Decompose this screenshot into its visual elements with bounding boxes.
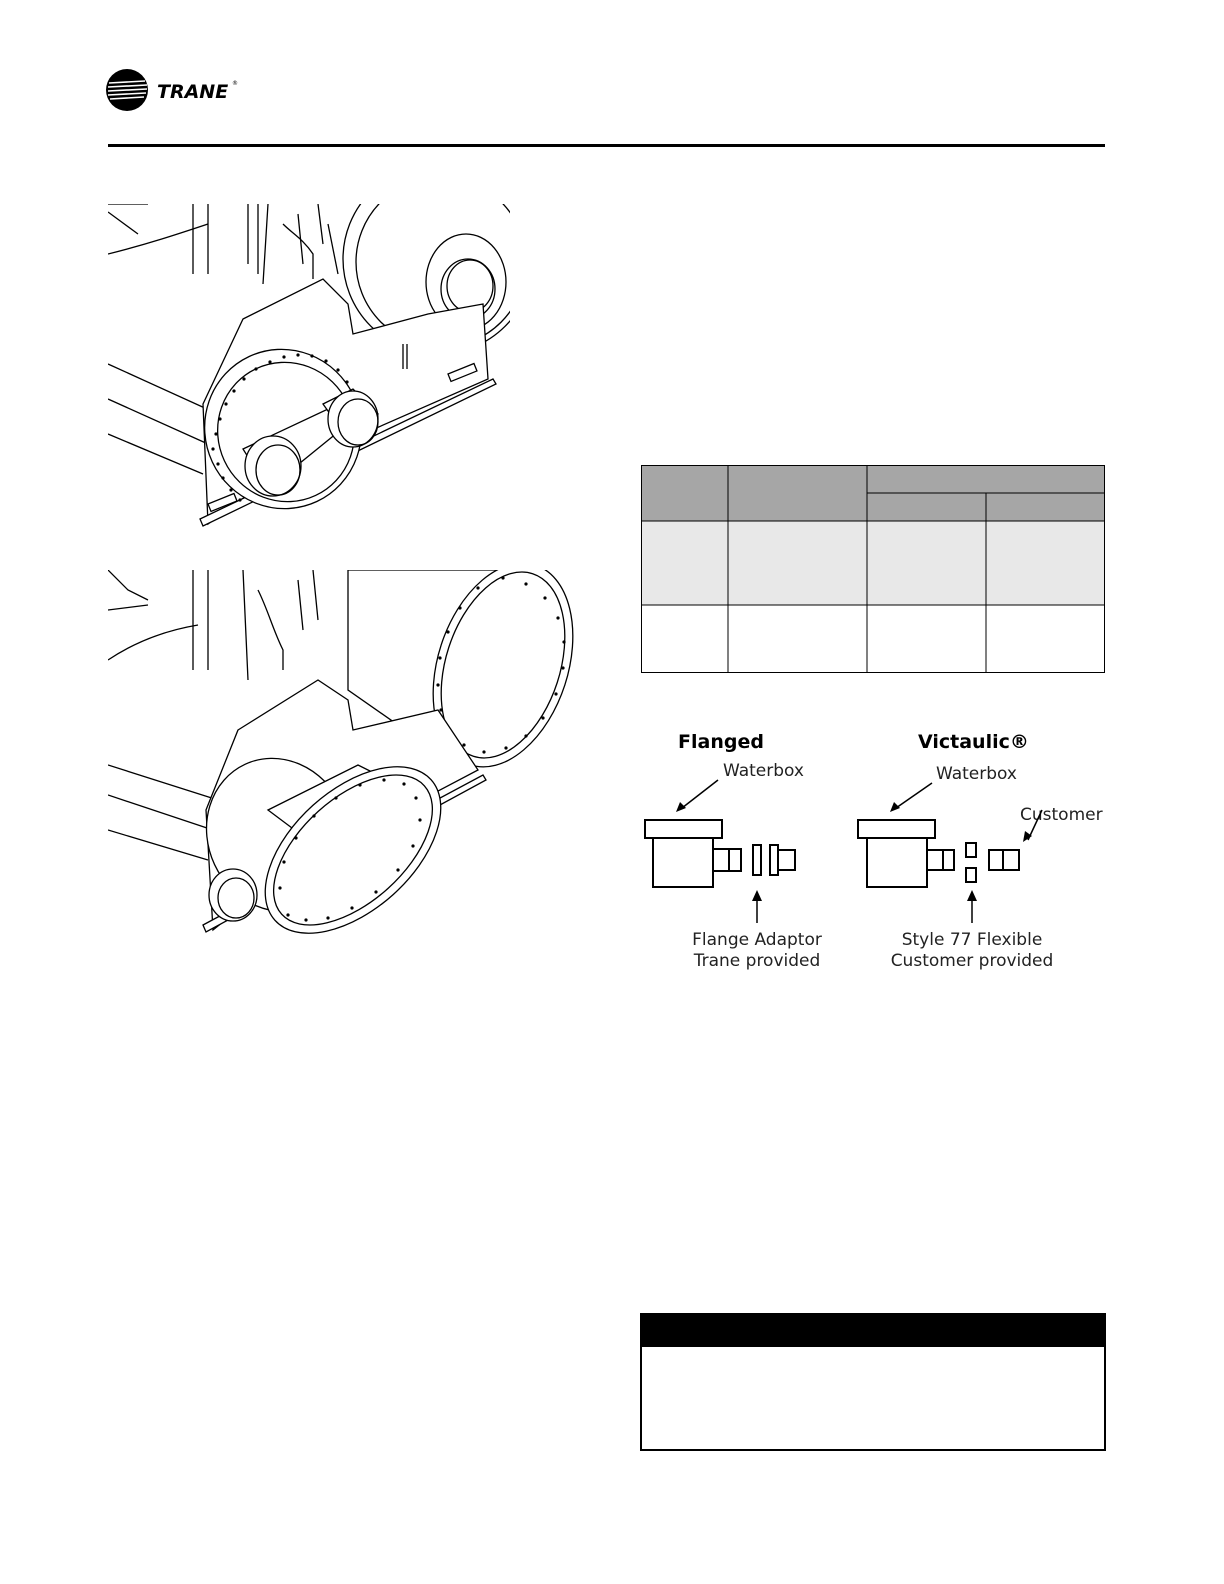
- flanged-waterbox-arrow: [682, 780, 718, 808]
- victaulic-waterbox-arrow: [896, 783, 932, 808]
- customer-label: Customer: [1020, 805, 1103, 825]
- customer-pipe-shape: [989, 850, 1019, 870]
- style77-arrowhead: [967, 890, 977, 901]
- trane-logo: [105, 68, 245, 114]
- flanged-title: Flanged: [678, 731, 764, 753]
- style77-coupling-shape: [966, 843, 976, 882]
- style77-label: Style 77 Flexible: [901, 930, 1043, 950]
- flanged-waterbox-label: Waterbox: [723, 761, 804, 781]
- brand-name: TRANE: [157, 81, 229, 103]
- header-rule: [108, 144, 1105, 147]
- waterbox-figure-top: [108, 204, 510, 534]
- flange-adaptor-provider: Trane provided: [693, 951, 821, 971]
- style77-provider: Customer provided: [890, 951, 1054, 971]
- notice-header-bar: [642, 1315, 1104, 1347]
- flanged-waterbox-arrowhead: [676, 802, 686, 812]
- table-row: [641, 521, 1105, 605]
- spec-table: [641, 465, 1105, 673]
- flange-adaptor-label: Flange Adaptor: [692, 930, 822, 950]
- notice-box: [640, 1313, 1106, 1451]
- flange-adaptor-arrowhead: [752, 890, 762, 901]
- brand-mark: ®: [232, 80, 238, 87]
- victaulic-waterbox-label: Waterbox: [936, 764, 1017, 784]
- victaulic-waterbox-shape: [858, 820, 954, 887]
- flanged-waterbox-shape: [645, 820, 741, 887]
- flange-adaptor-shape: [753, 845, 795, 875]
- victaulic-title: Victaulic®: [918, 731, 1029, 753]
- connection-diagram: [640, 728, 1110, 978]
- table-row: [641, 605, 1105, 673]
- waterbox-figure-bottom: [108, 570, 578, 940]
- victaulic-waterbox-arrowhead: [890, 802, 900, 812]
